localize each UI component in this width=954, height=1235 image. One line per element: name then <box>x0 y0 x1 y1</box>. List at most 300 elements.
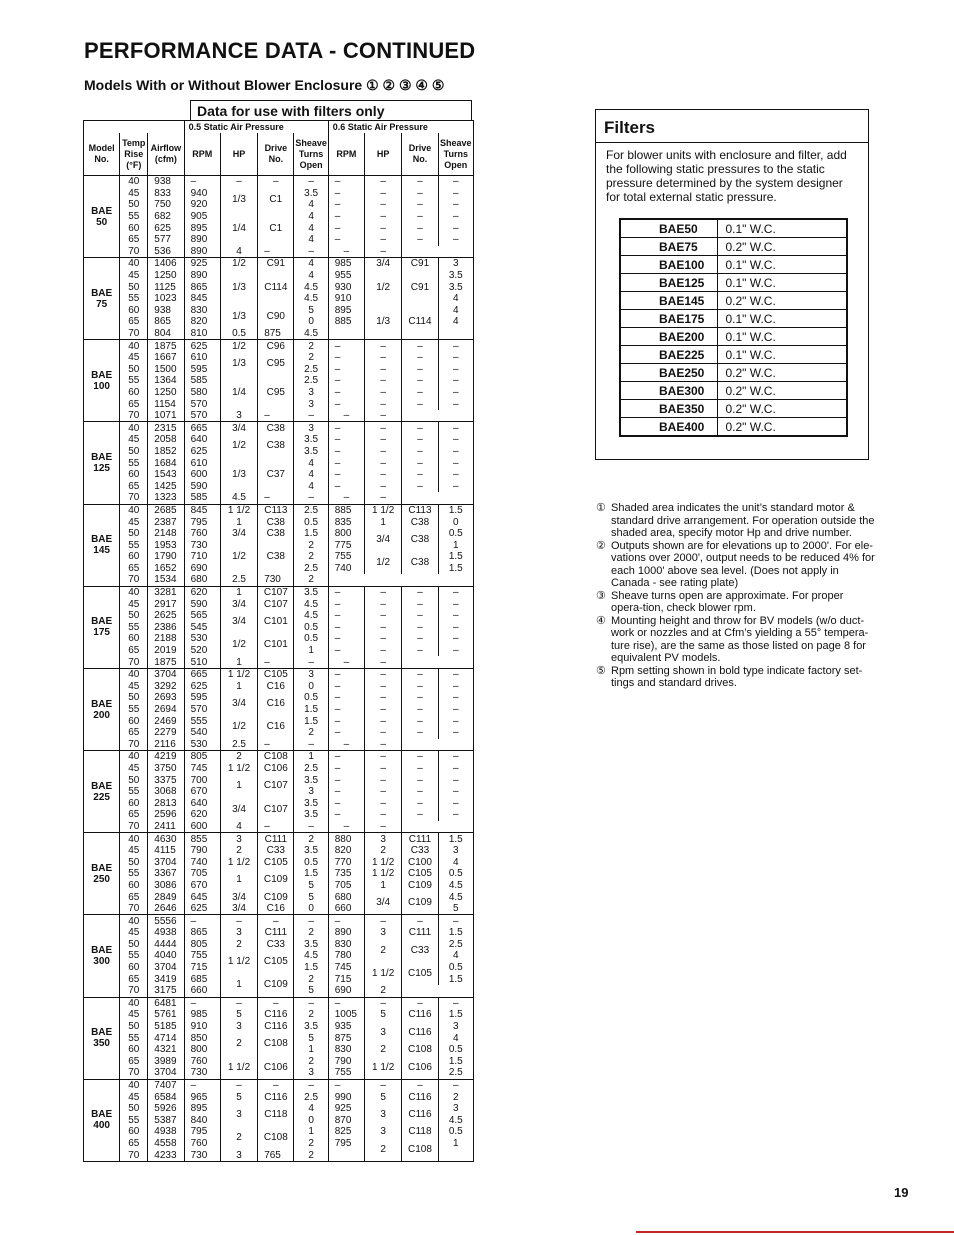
model-label: BAE 300 <box>84 915 120 997</box>
table-cell: – <box>328 751 364 763</box>
table-cell: 730 <box>184 1149 220 1161</box>
table-cell: 2 <box>294 1138 328 1150</box>
filter-row <box>620 418 847 437</box>
model-label: BAE 225 <box>84 751 120 833</box>
table-cell: 3292 <box>148 681 184 693</box>
table-row <box>84 668 474 680</box>
table-cell: C33 <box>258 939 294 951</box>
table-cell: 965 <box>184 1091 220 1103</box>
table-cell: 4.5 <box>294 950 328 962</box>
table-cell: 60 <box>120 1126 148 1138</box>
table-cell: C91 <box>402 258 438 270</box>
table-cell: – <box>328 786 364 798</box>
table-cell: 2 <box>294 1009 328 1021</box>
table-cell: 1 <box>220 868 257 891</box>
table-cell: – <box>365 352 402 364</box>
table-cell: 590 <box>184 598 220 610</box>
table-cell: 3 <box>294 387 328 399</box>
table-cell: 1 <box>220 516 257 528</box>
table-cell: C91 <box>258 258 294 270</box>
table-cell: – <box>438 340 473 352</box>
table-cell: C38 <box>402 516 438 528</box>
table-cell: 0.5 <box>220 328 257 340</box>
table-row <box>84 915 474 927</box>
table-cell: 4 <box>438 316 473 328</box>
table-row <box>84 868 474 880</box>
column-header: Airflow (cfm) <box>148 133 184 176</box>
filter-pressure: 0.2" W.C. <box>717 238 847 256</box>
table-cell: 3/4 <box>365 258 402 270</box>
table-cell: – <box>184 915 220 927</box>
table-cell: – <box>258 492 294 504</box>
table-cell: C111 <box>258 833 294 845</box>
table-cell: 4.5 <box>438 880 473 892</box>
table-cell: C16 <box>258 715 294 738</box>
table-cell: – <box>438 645 473 657</box>
table-cell: C109 <box>258 868 294 891</box>
table-cell: C109 <box>258 891 294 903</box>
table-cell: 800 <box>184 1044 220 1056</box>
table-cell: C33 <box>258 845 294 857</box>
table-cell: – <box>365 692 402 704</box>
table-cell: 3.5 <box>294 797 328 809</box>
table-row <box>84 845 474 857</box>
table-cell: 0.5 <box>294 622 328 634</box>
table-cell: 4630 <box>148 833 184 845</box>
table-cell: – <box>328 739 364 751</box>
table-cell: C107 <box>258 774 294 797</box>
table-row <box>84 352 474 364</box>
table-cell: 5 <box>365 1009 402 1021</box>
table-cell: 1 <box>294 1044 328 1056</box>
table-cell: – <box>438 704 473 716</box>
filter-row <box>620 328 847 346</box>
table-cell: – <box>328 586 364 598</box>
table-cell: – <box>402 692 438 704</box>
table-cell: 690 <box>184 563 220 575</box>
table-cell: C107 <box>258 586 294 598</box>
table-cell: 2 <box>220 939 257 951</box>
table-cell: C113 <box>258 504 294 516</box>
table-cell: 50 <box>120 1021 148 1033</box>
table-cell: 1/2 <box>365 270 402 305</box>
table-cell: 4.5 <box>438 891 473 903</box>
table-cell: C111 <box>402 833 438 845</box>
table-cell: – <box>258 176 294 188</box>
column-header: RPM <box>184 133 220 176</box>
table-cell: 50 <box>120 281 148 293</box>
table-cell: 2 <box>294 574 328 586</box>
table-cell: – <box>402 633 438 645</box>
table-cell: 55 <box>120 868 148 880</box>
table-cell: 735 <box>328 868 364 880</box>
table-cell: – <box>365 211 402 223</box>
table-cell: 2387 <box>148 516 184 528</box>
table-cell: 938 <box>148 176 184 188</box>
table-cell: 745 <box>184 763 220 775</box>
table-cell: 2 <box>294 1056 328 1068</box>
table-cell: 45 <box>120 763 148 775</box>
table-cell: 2116 <box>148 739 184 751</box>
table-cell: 3.5 <box>294 845 328 857</box>
table-cell: 60 <box>120 797 148 809</box>
column-header: Sheave Turns Open <box>294 133 328 176</box>
table-cell: 775 <box>328 539 364 551</box>
table-cell: – <box>365 246 402 258</box>
table-cell: – <box>365 704 402 716</box>
table-cell: 895 <box>184 1103 220 1115</box>
table-cell: 530 <box>184 633 220 645</box>
table-cell: C38 <box>402 528 438 551</box>
table-cell: 1023 <box>148 293 184 305</box>
table-cell: 1 <box>365 516 402 528</box>
table-cell: – <box>328 469 364 481</box>
table-cell: 40 <box>120 340 148 352</box>
table-row <box>84 774 474 786</box>
table-cell: 830 <box>328 1044 364 1056</box>
table-cell: 2 <box>294 551 328 563</box>
table-cell: 40 <box>120 668 148 680</box>
table-cell: C114 <box>258 270 294 305</box>
table-cell: 60 <box>120 469 148 481</box>
table-cell: 6584 <box>148 1091 184 1103</box>
table-cell: 625 <box>184 446 220 458</box>
table-cell: – <box>438 668 473 680</box>
table-cell: 555 <box>184 715 220 727</box>
filter-row <box>620 382 847 400</box>
table-cell: – <box>328 375 364 387</box>
table-cell: – <box>328 422 364 434</box>
table-cell: 1 <box>365 880 402 892</box>
table-cell: 845 <box>184 504 220 516</box>
table-cell: – <box>438 681 473 693</box>
table-cell: 40 <box>120 176 148 188</box>
table-cell: 804 <box>148 328 184 340</box>
table-cell: 45 <box>120 927 148 939</box>
filter-model: BAE145 <box>620 292 717 310</box>
table-cell: 1790 <box>148 551 184 563</box>
table-cell: 685 <box>184 973 220 985</box>
table-cell: 3 <box>294 422 328 434</box>
table-cell: C109 <box>402 880 438 892</box>
table-cell: 1667 <box>148 352 184 364</box>
table-cell: 1/2 <box>220 434 257 457</box>
table-cell: 670 <box>184 880 220 892</box>
table-cell: – <box>220 915 257 927</box>
table-cell: 2.5 <box>220 739 257 751</box>
table-cell: 2188 <box>148 633 184 645</box>
model-label: BAE 200 <box>84 668 120 750</box>
table-cell: – <box>365 645 402 657</box>
table-cell: 700 <box>184 774 220 786</box>
table-cell: 520 <box>184 645 220 657</box>
table-cell: 1.5 <box>438 833 473 845</box>
table-cell: – <box>402 1079 438 1091</box>
table-cell: – <box>402 915 438 927</box>
table-cell: – <box>365 681 402 693</box>
table-cell: 0.5 <box>294 856 328 868</box>
table-cell: – <box>328 457 364 469</box>
table-cell: 4040 <box>148 950 184 962</box>
table-cell: 1.5 <box>294 715 328 727</box>
table-cell: 0.5 <box>438 1044 473 1056</box>
table-cell: 3.5 <box>294 188 328 200</box>
filter-pressure: 0.1" W.C. <box>717 256 847 274</box>
table-cell: – <box>438 364 473 376</box>
table-cell: 1 <box>294 751 328 763</box>
table-cell: C108 <box>258 1032 294 1055</box>
table-cell: – <box>402 997 438 1009</box>
table-cell: 3367 <box>148 868 184 880</box>
table-cell: – <box>328 915 364 927</box>
table-cell: – <box>438 176 473 188</box>
table-cell: 0.5 <box>438 868 473 880</box>
table-cell: C38 <box>402 551 438 574</box>
table-cell: C114 <box>402 305 438 340</box>
table-cell: 905 <box>184 211 220 223</box>
table-cell: C107 <box>258 598 294 610</box>
table-cell: 610 <box>184 352 220 364</box>
table-cell: 0.5 <box>294 516 328 528</box>
table-cell: 2 <box>294 539 328 551</box>
filter-model: BAE125 <box>620 274 717 292</box>
table-cell: 50 <box>120 199 148 211</box>
table-cell: 70 <box>120 821 148 833</box>
table-row <box>84 1056 474 1068</box>
table-cell: 820 <box>328 845 364 857</box>
table-cell: – <box>438 797 473 809</box>
table-cell: 920 <box>184 199 220 211</box>
table-row <box>84 715 474 727</box>
table-cell: 3/4 <box>220 422 257 434</box>
table-cell: – <box>365 797 402 809</box>
table-cell: – <box>365 821 402 833</box>
table-cell: C95 <box>258 375 294 410</box>
table-cell: 600 <box>184 469 220 481</box>
table-cell: 65 <box>120 234 148 246</box>
table-cell: – <box>438 1079 473 1091</box>
table-cell: 0 <box>294 903 328 915</box>
table-cell: 600 <box>184 821 220 833</box>
table-row <box>84 340 474 352</box>
table-cell: – <box>365 492 402 504</box>
column-header: Model No. <box>84 133 120 176</box>
table-cell: – <box>328 176 364 188</box>
table-cell: – <box>438 352 473 364</box>
table-cell: – <box>438 446 473 458</box>
table-cell: 1071 <box>148 410 184 422</box>
table-cell: 682 <box>148 211 184 223</box>
table-cell: – <box>402 422 438 434</box>
model-label: BAE 250 <box>84 833 120 915</box>
table-cell: 4.5 <box>294 610 328 622</box>
table-cell: C105 <box>258 950 294 973</box>
table-cell: 1/2 <box>365 551 402 574</box>
table-cell: 0.5 <box>438 1126 473 1138</box>
table-cell: 50 <box>120 528 148 540</box>
table-cell: 55 <box>120 1115 148 1127</box>
table-cell: – <box>365 763 402 775</box>
table-cell: 760 <box>184 1138 220 1150</box>
table-cell: C108 <box>258 1126 294 1149</box>
table-row <box>84 1091 474 1103</box>
table-cell: 625 <box>148 222 184 234</box>
table-cell: 2813 <box>148 797 184 809</box>
model-label: BAE 400 <box>84 1079 120 1161</box>
table-cell: – <box>438 610 473 622</box>
table-cell: C106 <box>258 1056 294 1080</box>
table-row <box>84 258 474 270</box>
table-row <box>84 656 474 668</box>
table-cell: 865 <box>148 316 184 328</box>
table-cell: 1852 <box>148 446 184 458</box>
table-row <box>84 763 474 775</box>
table-cell: – <box>402 797 438 809</box>
table-cell: 70 <box>120 492 148 504</box>
table-cell: – <box>402 434 438 446</box>
footnote-marker: ① <box>596 502 606 514</box>
table-cell: – <box>402 222 438 234</box>
table-cell: 0.5 <box>438 528 473 540</box>
table-cell: C107 <box>258 797 294 820</box>
table-cell: 2.5 <box>438 1067 473 1079</box>
table-cell: – <box>438 751 473 763</box>
table-cell: 1 <box>438 539 473 551</box>
model-label: BAE 350 <box>84 997 120 1079</box>
footnote <box>596 665 878 690</box>
table-cell: 45 <box>120 516 148 528</box>
table-cell: 590 <box>184 480 220 492</box>
table-cell: 3704 <box>148 962 184 974</box>
table-cell: 570 <box>184 410 220 422</box>
table-cell: 1652 <box>148 563 184 575</box>
table-cell: 730 <box>184 1067 220 1079</box>
table-cell: 2.5 <box>294 763 328 775</box>
table-cell: 825 <box>328 1126 364 1138</box>
table-cell: 4714 <box>148 1032 184 1044</box>
table-cell: C105 <box>402 962 438 985</box>
table-cell: 4219 <box>148 751 184 763</box>
table-cell: – <box>328 645 364 657</box>
table-cell: 40 <box>120 915 148 927</box>
table-cell: 0 <box>294 316 328 328</box>
table-cell: 755 <box>328 551 364 563</box>
table-cell: 885 <box>328 504 364 516</box>
table-cell: 3/4 <box>220 528 257 540</box>
table-cell: 1 1/2 <box>365 856 402 868</box>
table-cell: 755 <box>184 950 220 962</box>
table-cell: 65 <box>120 1138 148 1150</box>
table-cell: 2693 <box>148 692 184 704</box>
table-cell: 805 <box>184 751 220 763</box>
table-cell: 2 <box>220 1126 257 1149</box>
table-cell: 730 <box>184 539 220 551</box>
table-cell: 1.5 <box>438 927 473 939</box>
table-cell: 60 <box>120 222 148 234</box>
table-cell: 830 <box>328 939 364 951</box>
table-cell: 795 <box>328 1138 364 1150</box>
filter-row <box>620 256 847 274</box>
table-cell: – <box>365 668 402 680</box>
filter-row <box>620 238 847 256</box>
table-cell: 565 <box>184 610 220 622</box>
table-cell: C91 <box>402 270 438 305</box>
table-cell: 1154 <box>148 398 184 410</box>
table-cell: 890 <box>184 234 220 246</box>
table-cell: 760 <box>184 1056 220 1068</box>
table-cell: – <box>220 1079 257 1091</box>
table-cell: 925 <box>184 258 220 270</box>
table-cell: 45 <box>120 352 148 364</box>
table-cell: C116 <box>258 1021 294 1033</box>
table-cell: – <box>328 633 364 645</box>
table-cell: 536 <box>148 246 184 258</box>
table-cell: 910 <box>328 293 364 305</box>
footnote-text: Sheave turns open are approximate. For proper opera-tion, check blower rpm. <box>611 589 844 614</box>
table-cell: – <box>365 997 402 1009</box>
column-header: Temp Rise (°F) <box>120 133 148 176</box>
table-cell: 70 <box>120 328 148 340</box>
table-cell: 5 <box>220 1009 257 1021</box>
table-cell: 625 <box>184 340 220 352</box>
table-cell: – <box>258 997 294 1009</box>
table-cell: 3 <box>220 1103 257 1126</box>
table-cell: 60 <box>120 962 148 974</box>
table-cell: 2 <box>294 927 328 939</box>
table-cell: – <box>294 1079 328 1091</box>
table-cell: 2.5 <box>438 939 473 951</box>
table-cell: 1953 <box>148 539 184 551</box>
table-cell: 55 <box>120 950 148 962</box>
table-cell: 620 <box>184 809 220 821</box>
table-cell: 65 <box>120 480 148 492</box>
table-cell: C113 <box>402 504 438 516</box>
table-cell: 2 <box>365 845 402 857</box>
filter-model: BAE100 <box>620 256 717 274</box>
table-row <box>84 375 474 387</box>
footnote <box>596 590 878 615</box>
column-header: HP <box>220 133 257 176</box>
table-cell: 2469 <box>148 715 184 727</box>
table-cell: 4233 <box>148 1149 184 1161</box>
table-cell: C116 <box>258 1091 294 1103</box>
table-cell: C90 <box>258 305 294 328</box>
table-cell: – <box>402 469 438 481</box>
table-cell: 40 <box>120 258 148 270</box>
table-cell: – <box>438 234 473 246</box>
table-cell: 50 <box>120 692 148 704</box>
footnote-marker: ③ <box>596 589 606 602</box>
table-cell: 625 <box>184 681 220 693</box>
table-cell: – <box>402 364 438 376</box>
table-cell: 570 <box>184 704 220 716</box>
table-cell: 3.5 <box>438 281 473 293</box>
filter-row <box>620 274 847 292</box>
table-cell: 50 <box>120 1103 148 1115</box>
table-cell: 1 <box>220 774 257 797</box>
table-cell: 2646 <box>148 903 184 915</box>
table-cell: 4 <box>294 199 328 211</box>
table-cell: – <box>294 656 328 668</box>
table-cell: – <box>438 586 473 598</box>
table-cell: 3/4 <box>220 598 257 610</box>
table-cell: – <box>402 610 438 622</box>
table-cell: 765 <box>258 1149 294 1161</box>
table-row <box>84 1079 474 1091</box>
table-cell: 835 <box>328 516 364 528</box>
filter-pressure: 0.1" W.C. <box>717 219 847 238</box>
table-cell: – <box>184 997 220 1009</box>
